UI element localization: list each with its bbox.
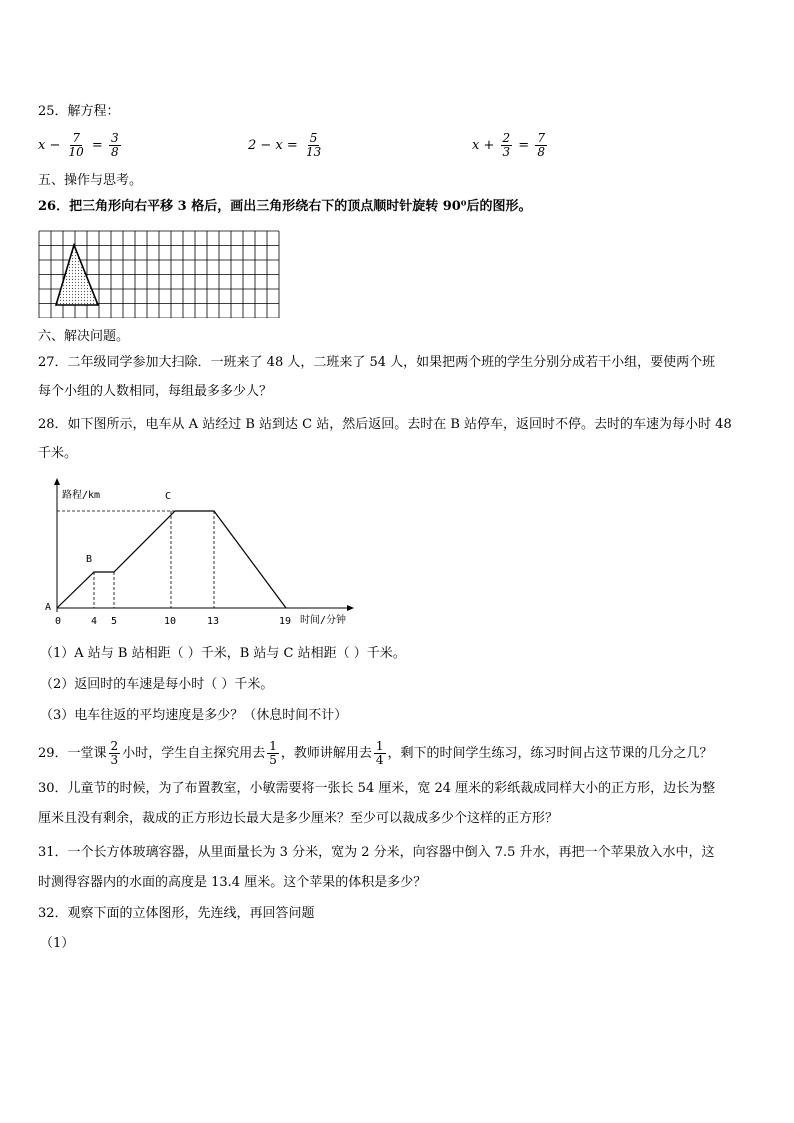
point-a-label: A <box>45 602 52 613</box>
q27-line-2: 每个小组的人数相同，每组最多多少人？ <box>38 384 273 399</box>
tick-19: 19 <box>279 616 292 627</box>
q28-line-2: 千米。 <box>38 446 78 461</box>
q30-line-1: 30．儿童节的时候，为了布置教室，小敏需要将一张长 54 厘米，宽 24 厘米的彩纸裁成同样大小的正方形，边长为整 <box>38 781 716 796</box>
q25-equation-1: x − $\frac{7}{10}$ = $\frac{3}{8}$ <box>38 131 119 159</box>
q25-equation-3: x + $\frac{2}{3}$ = $\frac{7}{8}$ <box>472 131 545 159</box>
q26-grid-figure <box>38 230 280 318</box>
tick-0: 0 <box>55 616 62 627</box>
q25-equation-2: 2 − x = $\frac{5}{13}$ <box>248 131 322 159</box>
q28-distance-time-graph <box>38 476 358 630</box>
tick-5: 5 <box>111 616 118 627</box>
q28-sub-2: （2）返回时的车速是每小时（ ）千米。 <box>40 677 274 692</box>
q32-sub-1: （1） <box>40 936 75 951</box>
q25-label: 25．解方程： <box>38 104 120 119</box>
y-axis-label: 路程/km <box>62 490 101 501</box>
q28-sub-3: （3）电车往返的平均速度是多少？（休息时间不计） <box>40 708 348 723</box>
q26-triangle <box>56 245 98 305</box>
q31-line-2: 时测得容器内的水面的高度是 13.4 厘米。这个苹果的体积是多少？ <box>38 875 427 890</box>
x-axis-label: 时间/分钟 <box>300 615 347 626</box>
y-axis-arrow <box>54 478 60 485</box>
tick-13: 13 <box>207 616 220 627</box>
q26-text: 26．把三角形向右平移 3 格后，画出三角形绕右下的顶点顺时针旋转 90⁰后的图形。 <box>38 199 532 214</box>
tick-4: 4 <box>91 616 98 627</box>
x-axis-arrow <box>347 605 354 611</box>
section-6-heading: 六、解决问题。 <box>38 329 130 344</box>
q28-line-1: 28．如下图所示，电车从 A 站经过 B 站到达 C 站，然后返回。去时在 B 站停车，返回时不停。去时的车速为每小时 48 <box>38 417 732 432</box>
q27-line-1: 27．二年级同学参加大扫除．一班来了 48 人，二班来了 54 人，如果把两个班的学生分别分成若干小组，要使两个班 <box>38 355 716 370</box>
q28-sub-1: （1）A 站与 B 站相距（ ）千米，B 站与 C 站相距（ ）千米。 <box>40 646 406 661</box>
q29-text: 29．一堂课 $\frac{2}{3}$ 小时，学生自主探究用去 $\frac{1}{5}$ ，教师讲解用去 $\frac{1}{4}$ ，剩下的时间学生练习，练习时间占这节课的几分之几？ <box>38 739 713 767</box>
section-5-heading: 五、操作与思考。 <box>38 173 143 188</box>
q30-line-2: 厘米且没有剩余，裁成的正方形边长最大是多少厘米？至少可以裁成多少个这样的正方形？ <box>38 811 559 826</box>
q31-line-1: 31．一个长方体玻璃容器，从里面量长为 3 分米，宽为 2 分米，向容器中倒入 7.5 升水，再把一个苹果放入水中，这 <box>38 845 715 860</box>
tick-10: 10 <box>164 616 177 627</box>
q32-line-1: 32．观察下面的立体图形，先连线，再回答问题 <box>38 906 315 921</box>
point-c-label: C <box>165 491 172 502</box>
point-b-label: B <box>86 554 93 565</box>
